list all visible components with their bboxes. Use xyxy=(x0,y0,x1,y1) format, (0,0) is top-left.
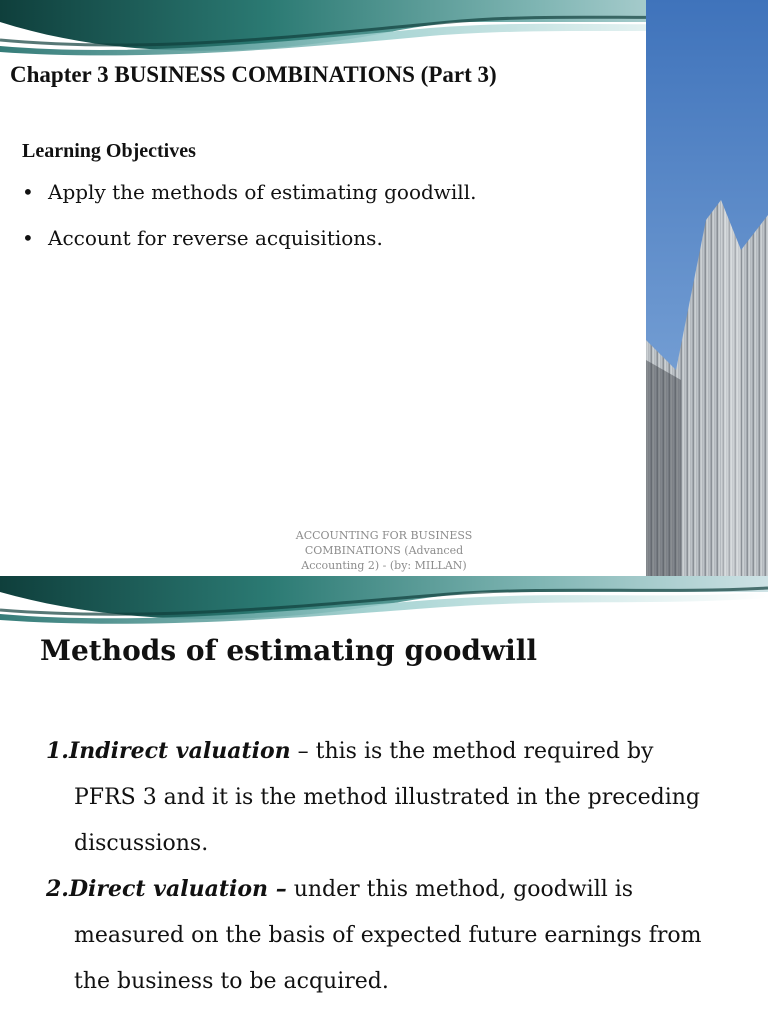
item-number: 2. xyxy=(46,876,69,902)
item-text: PFRS 3 and it is the method illustrated in the preceding xyxy=(74,785,701,810)
item-first-line xyxy=(46,866,716,913)
bullet-icon: • xyxy=(22,226,34,250)
item-number: 1. xyxy=(46,738,69,764)
item-first-line xyxy=(46,728,716,775)
list-item xyxy=(22,180,476,204)
footer-line: COMBINATIONS (Advanced xyxy=(304,544,464,557)
list-item xyxy=(46,728,716,867)
objective-text: Apply the methods of estimating goodwill. xyxy=(48,180,477,204)
bullet-icon: • xyxy=(22,180,34,204)
footer-line: Accounting 2) - (by: MILLAN) xyxy=(301,559,467,572)
slide-2 xyxy=(0,576,768,1024)
item-text: discussions. xyxy=(74,831,209,856)
slide-title: Methods of estimating goodwill xyxy=(40,634,538,667)
slide-title: Chapter 3 BUSINESS COMBINATIONS (Part 3) xyxy=(10,62,497,87)
list-item xyxy=(46,866,716,1005)
objectives-list xyxy=(22,180,476,272)
item-text: measured on the basis of expected future earnings from xyxy=(74,923,702,948)
learning-objectives-heading: Learning Objectives xyxy=(22,140,196,162)
objective-text: Account for reverse acquisitions. xyxy=(48,226,383,250)
list-item xyxy=(22,226,476,250)
item-text: – this is the method required by xyxy=(290,739,654,764)
footer-line: ACCOUNTING FOR BUSINESS xyxy=(295,529,473,542)
item-term: Direct valuation – xyxy=(68,876,287,902)
item-text: the business to be acquired. xyxy=(74,969,389,994)
slide-footer xyxy=(280,528,488,573)
item-term: Indirect valuation xyxy=(68,738,291,764)
building-image xyxy=(646,0,768,576)
item-text: under this method, goodwill is xyxy=(286,877,634,902)
wave-banner xyxy=(0,576,768,628)
